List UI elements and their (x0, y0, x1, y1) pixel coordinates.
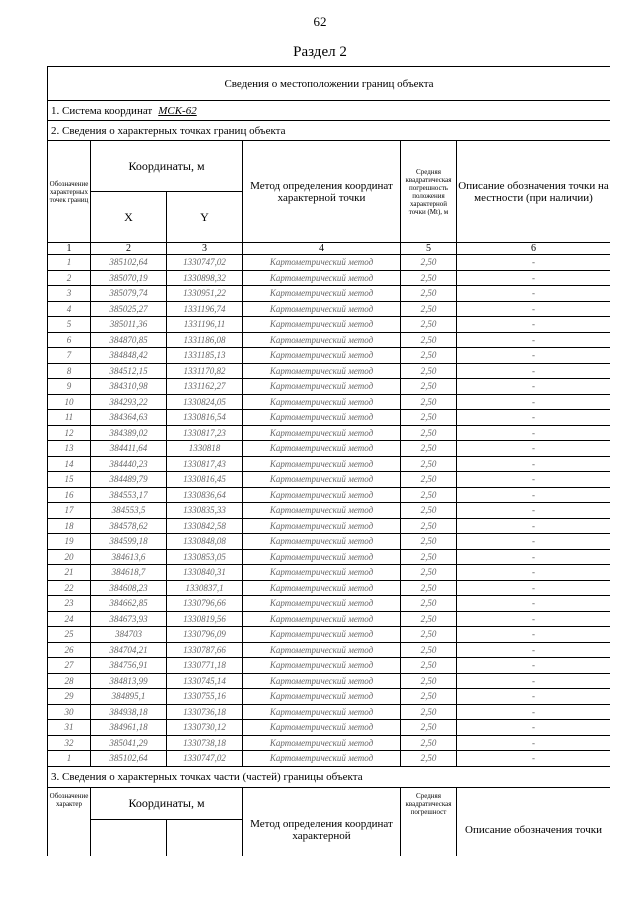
x-cell: 384848,42 (91, 348, 167, 364)
header-y: Y (167, 192, 243, 243)
header3-coords: Координаты, м (91, 787, 243, 819)
method-cell: Картометрический метод (243, 425, 401, 441)
header3-y (167, 819, 243, 856)
method-cell: Картометрический метод (243, 270, 401, 286)
x-cell: 384613,6 (91, 549, 167, 565)
method-cell: Картометрический метод (243, 255, 401, 271)
point-cell: 1 (48, 255, 91, 271)
method-cell: Картометрический метод (243, 689, 401, 705)
y-cell: 1331186,08 (167, 332, 243, 348)
x-cell: 384411,64 (91, 441, 167, 457)
desc-cell: - (457, 441, 611, 457)
x-cell: 384553,5 (91, 503, 167, 519)
point-cell: 11 (48, 410, 91, 426)
x-cell: 384310,98 (91, 379, 167, 395)
point-cell: 24 (48, 611, 91, 627)
method-cell: Картометрический метод (243, 379, 401, 395)
point-cell: 8 (48, 363, 91, 379)
desc-cell: - (457, 751, 611, 767)
desc-cell: - (457, 472, 611, 488)
x-cell: 385011,36 (91, 317, 167, 333)
table-row (48, 596, 611, 612)
y-cell: 1330816,45 (167, 472, 243, 488)
point-cell: 14 (48, 456, 91, 472)
y-cell: 1330951,22 (167, 286, 243, 302)
point-cell: 20 (48, 549, 91, 565)
x-cell: 384703 (91, 627, 167, 643)
method-cell: Картометрический метод (243, 518, 401, 534)
mt-cell: 2,50 (401, 673, 457, 689)
x-cell: 384440,23 (91, 456, 167, 472)
point-cell: 29 (48, 689, 91, 705)
desc-cell: - (457, 487, 611, 503)
method-cell: Картометрический метод (243, 565, 401, 581)
mt-cell: 2,50 (401, 255, 457, 271)
header-accuracy: Средняя квадратическая погрешность положения характерной точки (Mt), м (401, 141, 457, 243)
method-cell: Картометрический метод (243, 534, 401, 550)
mt-cell: 2,50 (401, 348, 457, 364)
method-cell: Картометрический метод (243, 596, 401, 612)
header-coords: Координаты, м (91, 141, 243, 192)
table-row (48, 720, 611, 736)
method-cell: Картометрический метод (243, 348, 401, 364)
x-cell: 384578,62 (91, 518, 167, 534)
table-row (48, 270, 611, 286)
block3-title: 3. Сведения о характерных точках части (частей) границы объекта (48, 766, 611, 787)
table-row (48, 487, 611, 503)
table-row (48, 751, 611, 767)
desc-cell: - (457, 286, 611, 302)
method-cell: Картометрический метод (243, 363, 401, 379)
table-row (48, 735, 611, 751)
y-cell: 1330853,05 (167, 549, 243, 565)
y-cell: 1330848,08 (167, 534, 243, 550)
x-cell: 384938,18 (91, 704, 167, 720)
point-cell: 4 (48, 301, 91, 317)
desc-cell: - (457, 642, 611, 658)
method-cell: Картометрический метод (243, 410, 401, 426)
table-row (48, 363, 611, 379)
block2-title: 2. Сведения о характерных точках границ объекта (48, 121, 611, 141)
x-cell: 384608,23 (91, 580, 167, 596)
table-row (48, 286, 611, 302)
x-cell: 384756,91 (91, 658, 167, 674)
mt-cell: 2,50 (401, 301, 457, 317)
desc-cell: - (457, 689, 611, 705)
page-number: 62 (313, 14, 327, 29)
x-cell: 384389,02 (91, 425, 167, 441)
y-cell: 1330836,64 (167, 487, 243, 503)
desc-cell: - (457, 534, 611, 550)
method-cell: Картометрический метод (243, 472, 401, 488)
method-cell: Картометрический метод (243, 627, 401, 643)
method-cell: Картометрический метод (243, 487, 401, 503)
y-cell: 1330745,14 (167, 673, 243, 689)
column-number: 3 (167, 243, 243, 255)
mt-cell: 2,50 (401, 363, 457, 379)
table-row (48, 472, 611, 488)
point-cell: 32 (48, 735, 91, 751)
mt-cell: 2,50 (401, 580, 457, 596)
x-cell: 384704,21 (91, 642, 167, 658)
method-cell: Картометрический метод (243, 317, 401, 333)
table-row (48, 580, 611, 596)
desc-cell: - (457, 503, 611, 519)
table-row (48, 627, 611, 643)
method-cell: Картометрический метод (243, 720, 401, 736)
y-cell: 1330835,33 (167, 503, 243, 519)
column-number: 4 (243, 243, 401, 255)
y-cell: 1330747,02 (167, 255, 243, 271)
desc-cell: - (457, 720, 611, 736)
y-cell: 1330736,18 (167, 704, 243, 720)
x-cell: 384618,7 (91, 565, 167, 581)
mt-cell: 2,50 (401, 441, 457, 457)
point-cell: 19 (48, 534, 91, 550)
x-cell: 384293,22 (91, 394, 167, 410)
coordinates-table (47, 66, 610, 856)
x-cell: 385079,74 (91, 286, 167, 302)
desc-cell: - (457, 456, 611, 472)
table-row (48, 503, 611, 519)
mt-cell: 2,50 (401, 751, 457, 767)
desc-cell: - (457, 255, 611, 271)
point-cell: 22 (48, 580, 91, 596)
table-row (48, 379, 611, 395)
y-cell: 1330738,18 (167, 735, 243, 751)
method-cell: Картометрический метод (243, 549, 401, 565)
mt-cell: 2,50 (401, 689, 457, 705)
point-cell: 17 (48, 503, 91, 519)
header3-accuracy: Средняя квадратическая погрешност (401, 787, 457, 856)
desc-cell: - (457, 611, 611, 627)
y-cell: 1330898,32 (167, 270, 243, 286)
y-cell: 1330818 (167, 441, 243, 457)
point-cell: 16 (48, 487, 91, 503)
x-cell: 384599,18 (91, 534, 167, 550)
coord-system-row (48, 101, 611, 121)
point-cell: 23 (48, 596, 91, 612)
desc-cell: - (457, 379, 611, 395)
x-cell: 384895,1 (91, 689, 167, 705)
point-cell: 2 (48, 270, 91, 286)
mt-cell: 2,50 (401, 317, 457, 333)
table-row (48, 332, 611, 348)
desc-cell: - (457, 332, 611, 348)
mt-cell: 2,50 (401, 565, 457, 581)
table-row (48, 394, 611, 410)
method-cell: Картометрический метод (243, 441, 401, 457)
point-cell: 5 (48, 317, 91, 333)
x-cell: 384662,85 (91, 596, 167, 612)
point-cell: 6 (48, 332, 91, 348)
method-cell: Картометрический метод (243, 673, 401, 689)
method-cell: Картометрический метод (243, 301, 401, 317)
mt-cell: 2,50 (401, 487, 457, 503)
table-row (48, 673, 611, 689)
point-cell: 1 (48, 751, 91, 767)
method-cell: Картометрический метод (243, 611, 401, 627)
method-cell: Картометрический метод (243, 503, 401, 519)
y-cell: 1330816,54 (167, 410, 243, 426)
desc-cell: - (457, 410, 611, 426)
x-cell: 385041,29 (91, 735, 167, 751)
y-cell: 1331162,27 (167, 379, 243, 395)
point-cell: 30 (48, 704, 91, 720)
y-cell: 1331196,11 (167, 317, 243, 333)
mt-cell: 2,50 (401, 549, 457, 565)
column-number: 5 (401, 243, 457, 255)
mt-cell: 2,50 (401, 503, 457, 519)
desc-cell: - (457, 317, 611, 333)
y-cell: 1330796,66 (167, 596, 243, 612)
header-x: X (91, 192, 167, 243)
coord-system-value: МСК-62 (158, 104, 197, 117)
method-cell: Картометрический метод (243, 735, 401, 751)
point-cell: 7 (48, 348, 91, 364)
mt-cell: 2,50 (401, 394, 457, 410)
table-row (48, 301, 611, 317)
table-row (48, 611, 611, 627)
desc-cell: - (457, 673, 611, 689)
table-row (48, 658, 611, 674)
desc-cell: - (457, 658, 611, 674)
table-row (48, 425, 611, 441)
desc-cell: - (457, 549, 611, 565)
method-cell: Картометрический метод (243, 751, 401, 767)
y-cell: 1330819,56 (167, 611, 243, 627)
table-row (48, 456, 611, 472)
mt-cell: 2,50 (401, 518, 457, 534)
table-row (48, 410, 611, 426)
y-cell: 1330817,43 (167, 456, 243, 472)
x-cell: 385102,64 (91, 255, 167, 271)
method-cell: Картометрический метод (243, 658, 401, 674)
desc-cell: - (457, 596, 611, 612)
mt-cell: 2,50 (401, 425, 457, 441)
header3-point-designation: Обозначение характер (48, 787, 91, 856)
mt-cell: 2,50 (401, 596, 457, 612)
point-cell: 13 (48, 441, 91, 457)
point-cell: 12 (48, 425, 91, 441)
table-row (48, 518, 611, 534)
x-cell: 384553,17 (91, 487, 167, 503)
y-cell: 1331185,13 (167, 348, 243, 364)
method-cell: Картометрический метод (243, 580, 401, 596)
point-cell: 15 (48, 472, 91, 488)
coord-system-label: 1. Система координат (51, 104, 153, 117)
desc-cell: - (457, 394, 611, 410)
point-cell: 3 (48, 286, 91, 302)
desc-cell: - (457, 518, 611, 534)
point-cell: 28 (48, 673, 91, 689)
method-cell: Картометрический метод (243, 704, 401, 720)
header-point-designation: Обозначение характерных точек границ (48, 141, 91, 243)
x-cell: 384364,63 (91, 410, 167, 426)
table-row (48, 534, 611, 550)
y-cell: 1330730,12 (167, 720, 243, 736)
x-cell: 385102,64 (91, 751, 167, 767)
desc-cell: - (457, 565, 611, 581)
y-cell: 1330787,66 (167, 642, 243, 658)
y-cell: 1330817,23 (167, 425, 243, 441)
point-cell: 9 (48, 379, 91, 395)
y-cell: 1330837,1 (167, 580, 243, 596)
header3-x (91, 819, 167, 856)
point-cell: 21 (48, 565, 91, 581)
desc-cell: - (457, 363, 611, 379)
x-cell: 384512,15 (91, 363, 167, 379)
desc-cell: - (457, 704, 611, 720)
y-cell: 1331170,82 (167, 363, 243, 379)
section-title: Раздел 2 (293, 44, 347, 60)
table-row (48, 565, 611, 581)
point-cell: 18 (48, 518, 91, 534)
x-cell: 385025,27 (91, 301, 167, 317)
table-row (48, 689, 611, 705)
column-numbers-row (48, 243, 611, 255)
method-cell: Картометрический метод (243, 642, 401, 658)
document-table-area (47, 66, 610, 856)
mt-cell: 2,50 (401, 611, 457, 627)
mt-cell: 2,50 (401, 704, 457, 720)
desc-cell: - (457, 627, 611, 643)
mt-cell: 2,50 (401, 658, 457, 674)
desc-cell: - (457, 348, 611, 364)
header3-method: Метод определения координат характерной (243, 787, 401, 856)
y-cell: 1330824,05 (167, 394, 243, 410)
column-number: 6 (457, 243, 611, 255)
desc-cell: - (457, 735, 611, 751)
mt-cell: 2,50 (401, 286, 457, 302)
table-row (48, 348, 611, 364)
table-title: Сведения о местоположении границ объекта (48, 67, 611, 101)
method-cell: Картометрический метод (243, 394, 401, 410)
mt-cell: 2,50 (401, 410, 457, 426)
y-cell: 1330842,58 (167, 518, 243, 534)
point-cell: 10 (48, 394, 91, 410)
x-cell: 384489,79 (91, 472, 167, 488)
table-row (48, 317, 611, 333)
desc-cell: - (457, 270, 611, 286)
x-cell: 385070,19 (91, 270, 167, 286)
table-row (48, 255, 611, 271)
desc-cell: - (457, 580, 611, 596)
table-row (48, 549, 611, 565)
y-cell: 1330796,09 (167, 627, 243, 643)
header-description: Описание обозначения точки на местности (при наличии) (457, 141, 611, 243)
point-cell: 26 (48, 642, 91, 658)
y-cell: 1330840,31 (167, 565, 243, 581)
mt-cell: 2,50 (401, 534, 457, 550)
mt-cell: 2,50 (401, 332, 457, 348)
mt-cell: 2,50 (401, 270, 457, 286)
desc-cell: - (457, 425, 611, 441)
x-cell: 384673,93 (91, 611, 167, 627)
mt-cell: 2,50 (401, 627, 457, 643)
column-number: 1 (48, 243, 91, 255)
y-cell: 1330755,16 (167, 689, 243, 705)
x-cell: 384870,85 (91, 332, 167, 348)
table-row (48, 704, 611, 720)
mt-cell: 2,50 (401, 720, 457, 736)
header3-description: Описание обозначения точки (457, 787, 611, 856)
y-cell: 1330747,02 (167, 751, 243, 767)
table-row (48, 441, 611, 457)
mt-cell: 2,50 (401, 472, 457, 488)
x-cell: 384813,99 (91, 673, 167, 689)
y-cell: 1330771,18 (167, 658, 243, 674)
point-cell: 31 (48, 720, 91, 736)
point-cell: 27 (48, 658, 91, 674)
desc-cell: - (457, 301, 611, 317)
method-cell: Картометрический метод (243, 286, 401, 302)
mt-cell: 2,50 (401, 735, 457, 751)
mt-cell: 2,50 (401, 379, 457, 395)
y-cell: 1331196,74 (167, 301, 243, 317)
mt-cell: 2,50 (401, 456, 457, 472)
point-cell: 25 (48, 627, 91, 643)
mt-cell: 2,50 (401, 642, 457, 658)
column-number: 2 (91, 243, 167, 255)
table-row (48, 642, 611, 658)
method-cell: Картометрический метод (243, 456, 401, 472)
method-cell: Картометрический метод (243, 332, 401, 348)
x-cell: 384961,18 (91, 720, 167, 736)
header-method: Метод определения координат характерной точки (243, 141, 401, 243)
